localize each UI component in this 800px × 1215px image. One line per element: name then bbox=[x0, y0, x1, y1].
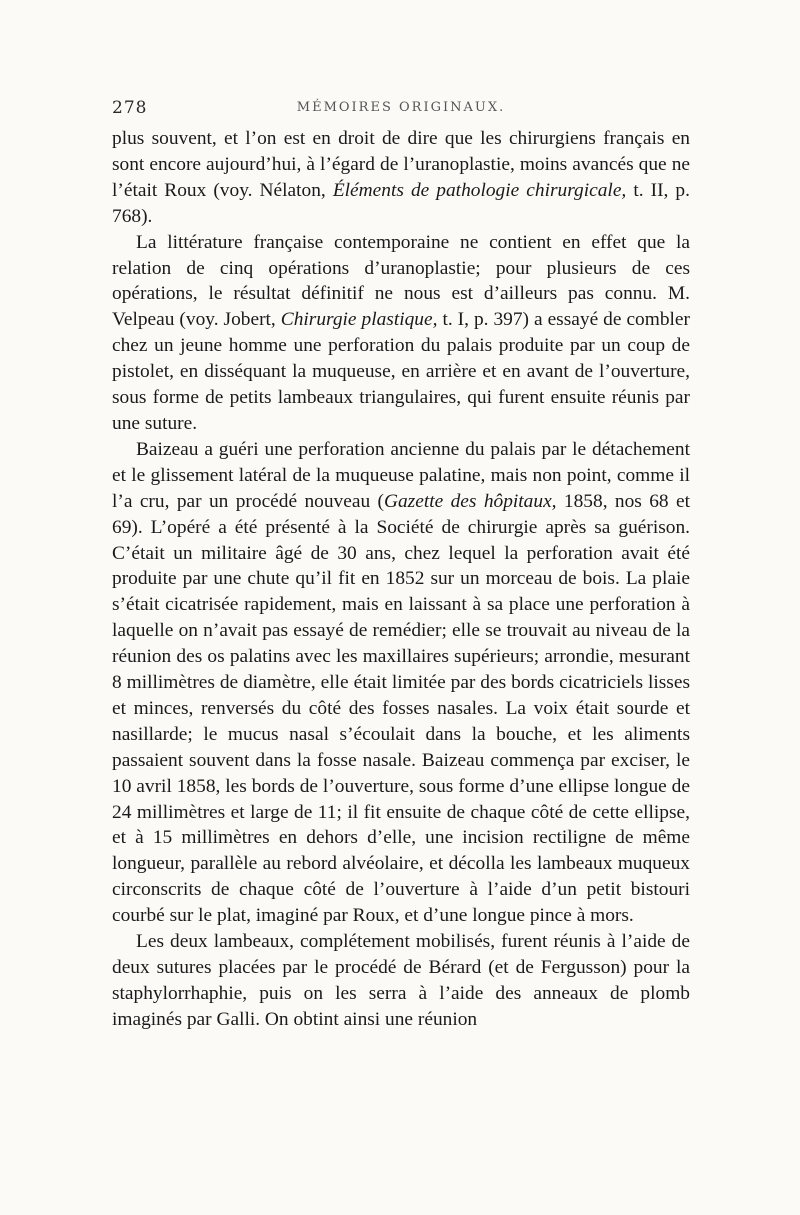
running-title: MÉMOIRES ORIGINAUX. bbox=[296, 100, 506, 115]
page-number: 278 bbox=[112, 98, 148, 118]
paragraph-2-citation: Chirurgie plastique, bbox=[280, 309, 438, 331]
paragraph-2-text-b: t. I, p. 397) a essayé de combler chez un jeune homme une perforation du palais produite par un coup de pistolet, en disséquant la muqueuse, en arrière et en avant de l’ouverture, sous forme de petits lambeaux triangulaires, qui furent ensuite réunis par une suture. bbox=[112, 309, 690, 434]
body-text bbox=[112, 126, 690, 1033]
paragraph-1-citation: Éléments de pathologie chirurgicale, bbox=[332, 179, 627, 201]
paragraph-4-text-a: Les deux lambeaux, complétement mobilisés, furent réunis à l’aide de deux sutures placées par le procédé de Bérard (et de Fergusson) pour la staphylorrhaphie, puis on les serra à l’aide des anneaux de plomb imaginés par Galli. On obtint ainsi une réunion bbox=[112, 931, 690, 1030]
paragraph-1-text-b: t. II, p. 768). bbox=[112, 179, 690, 227]
paragraph-2-text-a: La littérature française contemporaine ne contient en effet que la relation de cinq opérations d’uranoplastie; pour plusieurs de ces opérations, le résultat définitif ne nous est d’ailleurs pas connu. M. Velpeau (voy. Jobert, bbox=[112, 231, 690, 331]
paragraph-1-text-a: plus souvent, et l’on est en droit de dire que les chirurgiens français en sont encore aujourd’hui, à l’égard de l’uranoplastie, moins avancés que ne l’était Roux (voy. Nélaton, bbox=[112, 128, 690, 201]
paragraph-3-text-b: 1858, nos 68 et 69). L’opéré a été présenté à la Société de chirurgie après sa guérison. C’était un militaire âgé de 30 ans, chez lequel la perforation avait été produite par une chute qu’il fit en 1852 sur un morceau de bois. La plaie s’était cicatrisée rapidement, mais en laissant à sa place une perforation à laquelle on n’avait pas essayé de remédier; elle se trouvait au niveau de la réunion des os palatins avec les maxillaires supérieurs; arrondie, mesurant 8 millimètres de diamètre, elle était limitée par des bords cicatriciels lisses et minces, renversés du côté des fosses nasales. La voix était sourde et nasillarde; le mucus nasal s’écoulait dans la bouche, et les aliments passaient souvent dans la fosse nasale. Baizeau commença par exciser, le 10 avril 1858, les bords de l’ouverture, sous forme d’une ellipse longue de 24 millimètres et large de 11; il fit ensuite de chaque côté de cette ellipse, et à 15 millimètres en dehors d’elle, une incision rectiligne de même longueur, parallèle au rebord alvéolaire, et décolla les lambeaux muqueux circonscrits de chaque côté de l’ouverture à l’aide d’un petit bistouri courbé sur le plat, imaginé par Roux, et d’une longue pince à mors. bbox=[112, 490, 690, 927]
paragraph-1 bbox=[112, 126, 690, 230]
paragraph-3-citation: Gazette des hôpitaux, bbox=[383, 490, 557, 512]
paragraph-3-text-a: Baizeau a guéri une perforation ancienne du palais par le détachement et le glissement latéral de la muqueuse palatine, mais non point, comme il l’a cru, par un procédé nouveau ( bbox=[112, 438, 690, 512]
paragraph-3 bbox=[112, 437, 690, 929]
page-header bbox=[112, 98, 690, 120]
paragraph-4 bbox=[112, 929, 690, 1033]
paragraph-2 bbox=[112, 230, 690, 437]
